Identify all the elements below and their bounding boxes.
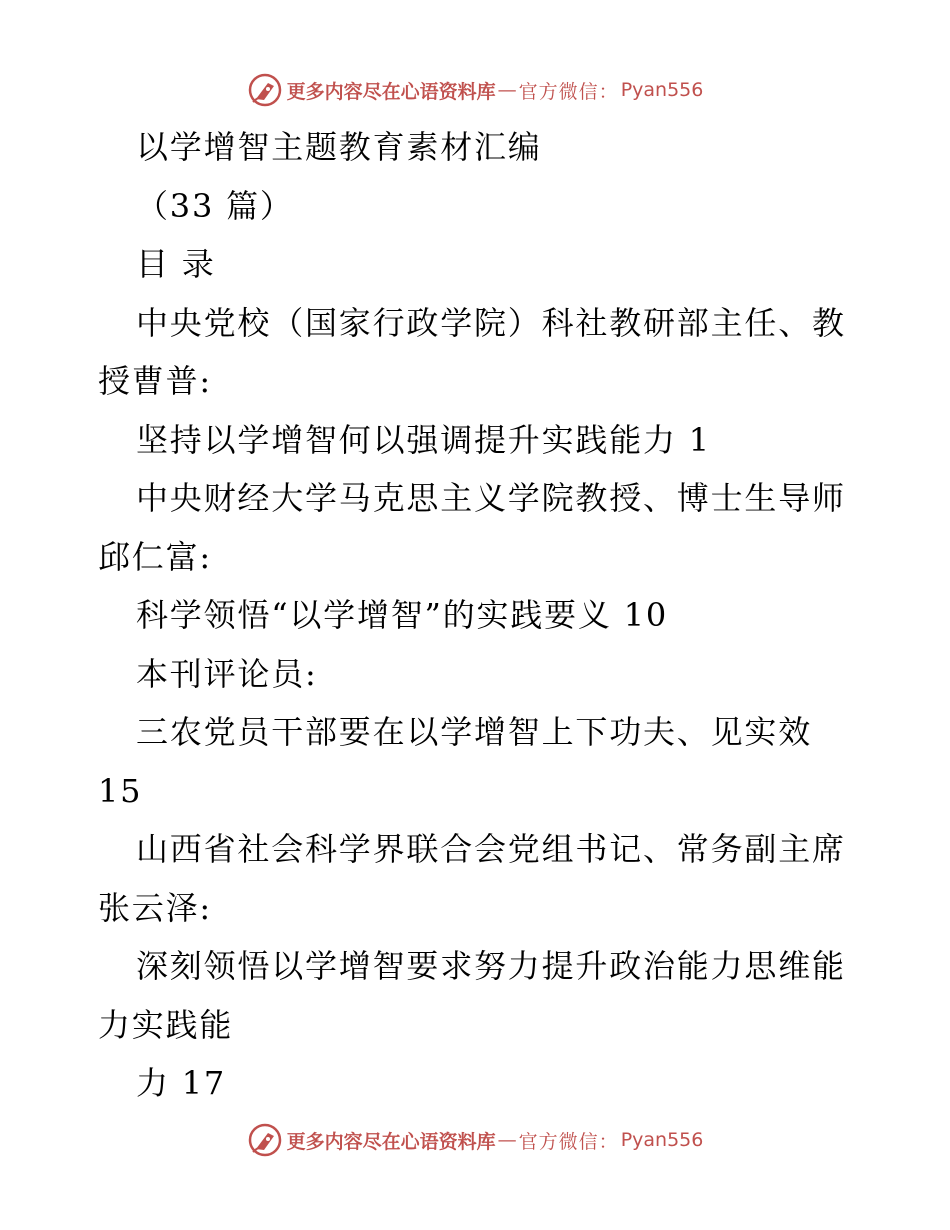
document-line: 目 录 [136, 245, 216, 283]
document-line: 15 [98, 771, 143, 810]
document-line: 力实践能 [98, 1005, 234, 1044]
document-line: 力 17 [136, 1064, 227, 1102]
document-body [98, 118, 858, 1113]
document-line: 坚持以学增智何以强调提升实践能力 1 [136, 420, 711, 459]
watermark-wechat-id: Pyan556 [620, 79, 704, 101]
watermark-wechat-label: 官方微信： [518, 80, 619, 103]
watermark-separator: — [497, 79, 517, 101]
watermark-main-text: 更多内容尽在心语资料库 [286, 80, 496, 103]
watermark-main-text: 更多内容尽在心语资料库 [286, 1130, 496, 1153]
document-line: 深刻领悟以学增智要求努力提升政治能力思维能 [136, 947, 846, 985]
document-line: 授曹普: [98, 362, 212, 400]
document-line: （33 篇） [136, 186, 294, 225]
watermark-wechat-id: Pyan556 [620, 1129, 704, 1151]
pen-nib-logo-icon [247, 1122, 283, 1158]
document-line: 张云泽: [98, 888, 212, 927]
document-line: 山西省社会科学界联合会党组书记、常务副主席 [136, 830, 846, 868]
pen-nib-logo-icon [247, 72, 283, 108]
document-line: 本刊评论员: [136, 654, 318, 693]
document-line: 以学增智主题教育素材汇编 [136, 128, 542, 166]
document-line: 科学领悟“以学增智”的实践要义 10 [136, 596, 669, 634]
document-line: 中央党校（国家行政学院）科社教研部主任、教 [136, 303, 846, 342]
footer-watermark [0, 1120, 950, 1160]
document-line: 邱仁富: [98, 537, 212, 576]
watermark-wechat-label: 官方微信： [518, 1130, 619, 1153]
document-line: 中央财经大学马克思主义学院教授、博士生导师 [136, 479, 846, 517]
watermark-separator: — [497, 1129, 517, 1151]
document-line: 三农党员干部要在以学增智上下功夫、见实效 [136, 713, 813, 751]
header-watermark [0, 70, 950, 110]
